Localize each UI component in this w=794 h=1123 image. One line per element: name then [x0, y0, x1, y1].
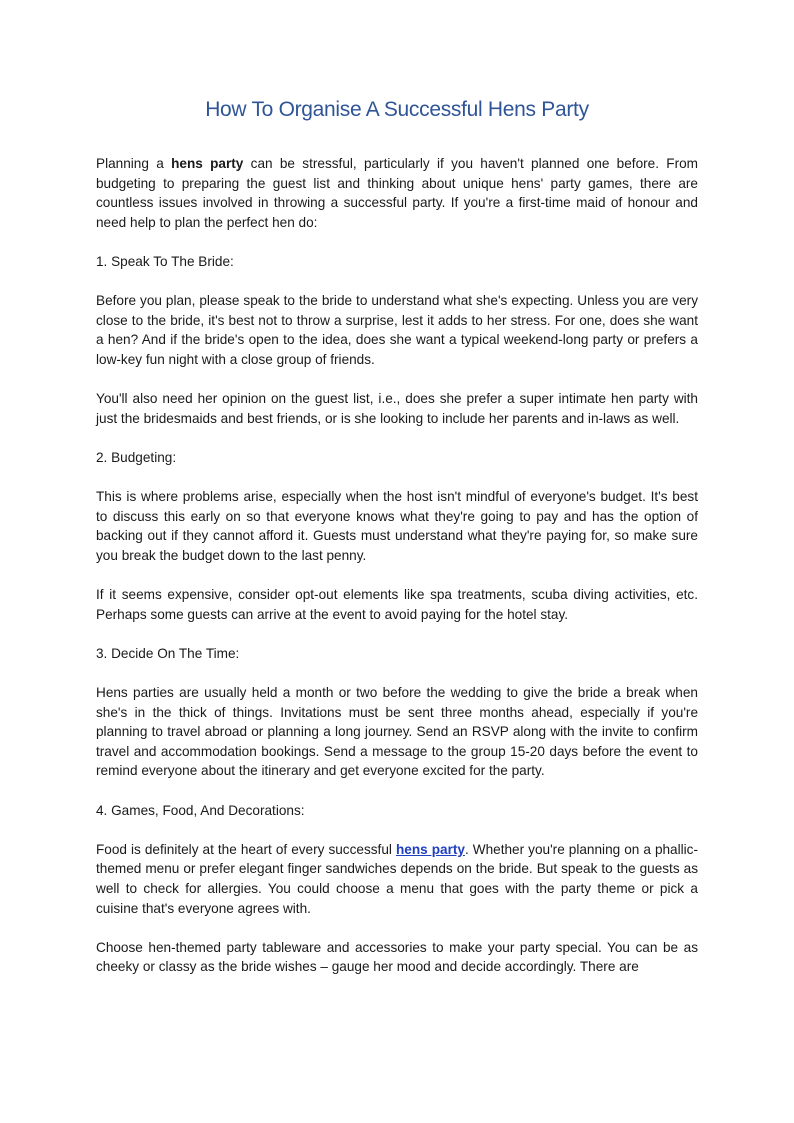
section-1-paragraph-2: You'll also need her opinion on the guest list, i.e., does she prefer a super intimate hen party with just the bridesmaids and best friends, or is she looking to include her parents and in-laws as well. [96, 391, 698, 426]
food-paragraph [96, 840, 698, 918]
food-text-start: Food is definitely at the heart of every successful [96, 841, 396, 857]
section-1-paragraph-1: Before you plan, please speak to the bride to understand what she's expecting. Unless you are very close to the bride, it's best not to throw a surprise, lest it adds to her stress. For one, does she want a hen? And if the bride's open to the idea, does she want a typical weekend-long party or prefers a low-key fun night with a close group of friends. [96, 293, 698, 367]
document-page [96, 98, 698, 997]
intro-paragraph [96, 154, 698, 232]
hens-party-link[interactable]: hens party [395, 841, 465, 857]
section-heading-budgeting: 2. Budgeting: [96, 449, 177, 465]
page-title: How To Organise A Successful Hens Party [205, 98, 589, 121]
tableware-paragraph: Choose hen-themed party tableware and accessories to make your party special. You can be as cheeky or classy as the bride wishes – gauge her mood and decide accordingly. There are [96, 939, 698, 975]
intro-text-start: Planning a [96, 156, 172, 171]
section-2-paragraph-2: If it seems expensive, consider opt-out elements like spa treatments, scuba diving activities, etc. Perhaps some guests can arrive at the event to avoid paying for the hotel stay. [96, 587, 698, 622]
section-2-paragraph-1: This is where problems arise, especially when the host isn't mindful of everyone's budget. It's best to discuss this early on so that everyone knows what they're going to pay and has the option of backing out if they cannot afford it. Guests must understand what they're paying for, so make sure you break the budget down to the last penny. [96, 489, 698, 563]
intro-text-end: can be stressful, particularly if you haven't planned one before. From budgeting to preparing the guest list and thinking about unique hens' party games, there are countless issues involved in throwing a successful party. If you're a first-time maid of honour and need help to plan the perfect hen do: [96, 156, 699, 230]
food-text-end: . Whether you're planning on a phallic-themed menu or prefer elegant finger sandwiches depends on the bride. But speak to the guests as well to check for allergies. You could choose a menu that goes with the party theme or pick a cuisine that's everyone agrees with. [96, 841, 699, 916]
intro-bold-keyword: hens party [171, 156, 244, 171]
section-heading-speak-to-bride: 1. Speak To The Bride: [96, 253, 234, 269]
section-3-paragraph-1: Hens parties are usually held a month or two before the wedding to give the bride a break when she's in the thick of things. Invitations must be sent three months ahead, especially if you're planning to travel abroad or planning a long journey. Send an RSVP along with the invite to confirm travel and accommodation bookings. Send a message to the group 15-20 days before the event to remind everyone about the itinerary and get everyone excited for the party. [96, 685, 698, 779]
section-heading-decide-time: 3. Decide On The Time: [96, 645, 240, 661]
section-heading-games-food: 4. Games, Food, And Decorations: [96, 802, 305, 818]
